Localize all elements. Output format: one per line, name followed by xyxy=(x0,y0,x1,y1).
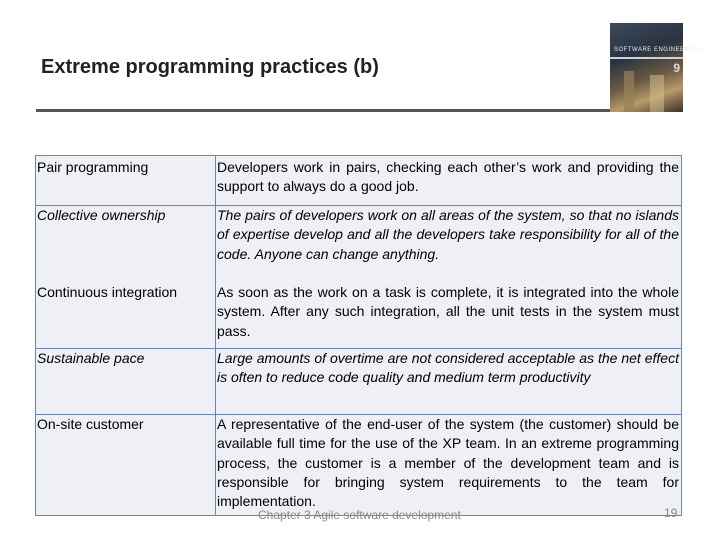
cover-band xyxy=(610,57,683,59)
title-underline xyxy=(36,109,612,112)
practice-description: Developers work in pairs, checking each other’s work and providing the support to always do a good job. xyxy=(217,159,679,195)
practice-term: Collective ownership xyxy=(37,207,166,223)
practice-term: On-site customer xyxy=(37,416,144,432)
cover-decoration xyxy=(650,75,664,112)
practice-description: A representative of the end-user of the system (the customer) should be available full time for the use of the XP team. In an extreme programming process, the customer is a member of the development team and is responsible for bringing system requirements to the team for implementation. xyxy=(217,416,679,510)
book-cover-image xyxy=(610,23,702,112)
column-divider xyxy=(215,156,216,515)
practice-term: Sustainable pace xyxy=(37,350,145,366)
practices-table xyxy=(35,155,682,516)
slide-title: Extreme programming practices (b) xyxy=(41,56,379,78)
cover-edition: 9 xyxy=(673,61,680,75)
practice-description: The pairs of developers work on all areas of the system, so that no islands of expertise develop and all the developers take responsibility for all of the code. Anyone can change anything. xyxy=(217,207,679,262)
slide-footer: Chapter 3 Agile software development xyxy=(258,508,461,522)
practice-description: Large amounts of overtime are not considered acceptable as the net effect is often to reduce code quality and medium term productivity xyxy=(217,350,679,386)
cover-title: SOFTWARE ENGINEERING xyxy=(614,47,702,53)
practice-term: Continuous integration xyxy=(37,284,178,300)
practice-description: As soon as the work on a task is complete, it is integrated into the whole system. After any such integration, all the unit tests in the system must pass. xyxy=(217,284,679,339)
page-number: 19 xyxy=(664,506,678,520)
practice-term: Pair programming xyxy=(37,159,149,175)
cover-decoration xyxy=(624,71,634,112)
